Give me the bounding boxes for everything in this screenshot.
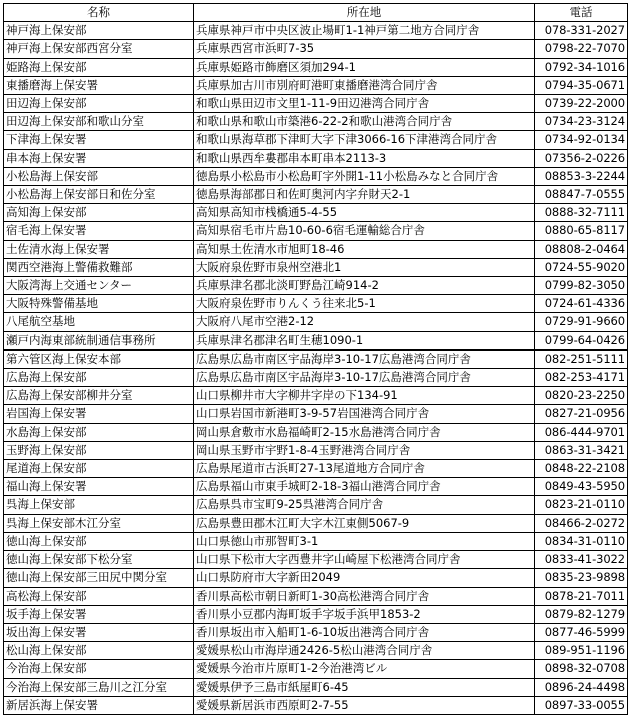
header-phone: 電話: [535, 4, 628, 22]
table-row: [4, 460, 628, 478]
cell-address: 岡山県玉野市宇野1-8-4玉野港湾合同庁舎: [194, 441, 535, 459]
cell-address: 高知県宿毛市片島10-60-6宿毛運輸総合庁舎: [194, 222, 535, 240]
cell-name: 坂手海上保安署: [4, 605, 194, 623]
table-row: [4, 277, 628, 295]
cell-phone: 0878-21-7011: [535, 587, 628, 605]
table-row: [4, 569, 628, 587]
cell-phone: 0724-61-4336: [535, 295, 628, 313]
cell-phone: 0835-23-9898: [535, 569, 628, 587]
table-row: [4, 496, 628, 514]
table-row: [4, 478, 628, 496]
cell-phone: 0849-43-5950: [535, 478, 628, 496]
cell-address: 広島県呉市宝町9-25呉港湾合同庁舎: [194, 496, 535, 514]
cell-phone: 08853-3-2244: [535, 167, 628, 185]
cell-phone: 0794-35-0671: [535, 76, 628, 94]
cell-phone: 0734-92-0134: [535, 131, 628, 149]
table-row: [4, 313, 628, 331]
cell-phone: 0848-22-2108: [535, 460, 628, 478]
table-row: [4, 387, 628, 405]
table-row: [4, 423, 628, 441]
table-row: [4, 696, 628, 714]
cell-name: 徳山海上保安部下松分室: [4, 551, 194, 569]
cell-name: 小松島海上保安部: [4, 167, 194, 185]
table-row: [4, 587, 628, 605]
cell-address: 兵庫県西宮市浜町7-35: [194, 40, 535, 58]
cell-name: 玉野海上保安部: [4, 441, 194, 459]
cell-address: 徳島県小松島市小松島町字外開1-11小松島みなと合同庁舎: [194, 167, 535, 185]
cell-name: 姫路海上保安部: [4, 58, 194, 76]
cell-phone: 0898-32-0708: [535, 660, 628, 678]
cell-name: 呉海上保安部木江分室: [4, 514, 194, 532]
table-row: [4, 40, 628, 58]
cell-phone: 0799-82-3050: [535, 277, 628, 295]
table-row: [4, 222, 628, 240]
cell-name: 尾道海上保安部: [4, 460, 194, 478]
cell-address: 兵庫県神戸市中央区波止場町1-1神戸第二地方合同庁舎: [194, 22, 535, 40]
table-row: [4, 95, 628, 113]
office-directory: [3, 3, 628, 715]
cell-address: 広島県広島市南区宇品海岸3-10-17広島港湾合同庁舎: [194, 350, 535, 369]
cell-phone: 0827-21-0956: [535, 405, 628, 423]
cell-name: 大阪湾海上交通センター: [4, 277, 194, 295]
table-row: [4, 258, 628, 276]
table-header-row: [4, 4, 628, 22]
cell-phone: 0739-22-2000: [535, 95, 628, 113]
cell-address: 兵庫県加古川市別府町港町東播磨港湾合同庁舎: [194, 76, 535, 94]
cell-name: 神戸海上保安部西宮分室: [4, 40, 194, 58]
cell-phone: 089-951-1196: [535, 642, 628, 660]
cell-address: 山口県防府市大字新田2049: [194, 569, 535, 587]
cell-name: 今治海上保安部: [4, 660, 194, 678]
table-row: [4, 76, 628, 94]
cell-phone: 07356-2-0226: [535, 149, 628, 167]
table-row: [4, 295, 628, 313]
cell-phone: 0897-33-0055: [535, 696, 628, 714]
cell-name: 神戸海上保安部: [4, 22, 194, 40]
cell-name: 第六管区海上保安本部: [4, 350, 194, 369]
cell-name: 徳山海上保安部三田尻中関分室: [4, 569, 194, 587]
cell-address: 高知県高知市桟橋通5-4-55: [194, 204, 535, 222]
cell-address: 広島県尾道市古浜町27-13尾道地方合同庁舎: [194, 460, 535, 478]
cell-phone: 0734-23-3124: [535, 113, 628, 131]
cell-name: 田辺海上保安部和歌山分室: [4, 113, 194, 131]
table-body: [4, 22, 628, 715]
cell-address: 兵庫県津名郡北淡町野島江崎914-2: [194, 277, 535, 295]
cell-address: 徳島県海部郡日和佐町奥河内字弁財天2-1: [194, 186, 535, 204]
cell-name: 関西空港海上警備救難部: [4, 258, 194, 276]
cell-address: 香川県坂出市入船町1-6-10坂出港湾合同庁舎: [194, 623, 535, 641]
table-row: [4, 623, 628, 641]
cell-address: 山口県下松市大字西豊井字山崎屋下松港湾合同庁舎: [194, 551, 535, 569]
header-address: 所在地: [194, 4, 535, 22]
cell-address: 愛媛県今治市片原町1-2今治港湾ビル: [194, 660, 535, 678]
office-table: [3, 3, 628, 715]
cell-phone: 082-251-5111: [535, 350, 628, 369]
cell-name: 広島海上保安部: [4, 369, 194, 387]
cell-phone: 0880-65-8117: [535, 222, 628, 240]
table-row: [4, 514, 628, 532]
cell-phone: 0877-46-5999: [535, 623, 628, 641]
cell-address: 愛媛県新居浜市西原町2-7-55: [194, 696, 535, 714]
cell-name: 八尾航空基地: [4, 313, 194, 331]
cell-name: 福山海上保安署: [4, 478, 194, 496]
header-name: 名称: [4, 4, 194, 22]
cell-address: 山口県柳井市大字柳井字岸の下134-91: [194, 387, 535, 405]
cell-address: 和歌山県海草郡下津町大字下津3066-16下津港湾合同庁舎: [194, 131, 535, 149]
cell-phone: 0729-91-9660: [535, 313, 628, 331]
cell-address: 大阪府泉佐野市泉州空港北1: [194, 258, 535, 276]
cell-address: 和歌山県西牟婁郡串本町串本2113-3: [194, 149, 535, 167]
cell-name: 今治海上保安部三島川之江分室: [4, 678, 194, 696]
cell-name: 小松島海上保安部日和佐分室: [4, 186, 194, 204]
cell-address: 和歌山県田辺市文里1-11-9田辺港湾合同庁舎: [194, 95, 535, 113]
cell-address: 広島県広島市南区宇品海岸3-10-17広島港湾合同庁舎: [194, 369, 535, 387]
cell-phone: 08808-2-0464: [535, 240, 628, 258]
table-row: [4, 149, 628, 167]
table-row: [4, 350, 628, 369]
cell-address: 兵庫県姫路市飾磨区須加294-1: [194, 58, 535, 76]
cell-name: 坂出海上保安署: [4, 623, 194, 641]
cell-phone: 08847-7-0555: [535, 186, 628, 204]
cell-phone: 0863-31-3421: [535, 441, 628, 459]
cell-name: 呉海上保安部: [4, 496, 194, 514]
cell-phone: 0724-55-9020: [535, 258, 628, 276]
cell-name: 瀬戸内海東部統制通信事務所: [4, 331, 194, 350]
cell-address: 高知県土佐清水市旭町18-46: [194, 240, 535, 258]
table-row: [4, 660, 628, 678]
cell-name: 宿毛海上保安署: [4, 222, 194, 240]
cell-name: 水島海上保安部: [4, 423, 194, 441]
table-row: [4, 441, 628, 459]
cell-name: 松山海上保安部: [4, 642, 194, 660]
table-row: [4, 605, 628, 623]
cell-address: 広島県豊田郡木江町大字木江東側5067-9: [194, 514, 535, 532]
cell-name: 東播磨海上保安署: [4, 76, 194, 94]
cell-name: 高松海上保安部: [4, 587, 194, 605]
cell-name: 串本海上保安署: [4, 149, 194, 167]
table-row: [4, 22, 628, 40]
cell-address: 岡山県倉敷市水島福崎町2-15水島港湾合同庁舎: [194, 423, 535, 441]
cell-name: 徳山海上保安部: [4, 532, 194, 550]
cell-address: 広島県福山市東手城町2-18-3福山港湾合同庁舎: [194, 478, 535, 496]
table-row: [4, 642, 628, 660]
cell-address: 兵庫県津名郡津名町生穂1090-1: [194, 331, 535, 350]
table-row: [4, 532, 628, 550]
table-row: [4, 331, 628, 350]
cell-phone: 0833-41-3022: [535, 551, 628, 569]
cell-phone: 0799-64-0426: [535, 331, 628, 350]
cell-phone: 0792-34-1016: [535, 58, 628, 76]
cell-phone: 086-444-9701: [535, 423, 628, 441]
cell-name: 大阪特殊警備基地: [4, 295, 194, 313]
table-row: [4, 369, 628, 387]
cell-phone: 0834-31-0110: [535, 532, 628, 550]
cell-address: 愛媛県松山市海岸通2426-5松山港湾合同庁舎: [194, 642, 535, 660]
table-row: [4, 551, 628, 569]
cell-phone: 0888-32-7111: [535, 204, 628, 222]
cell-address: 愛媛県伊予三島市紙屋町6-45: [194, 678, 535, 696]
table-row: [4, 405, 628, 423]
cell-phone: 08466-2-0272: [535, 514, 628, 532]
cell-name: 田辺海上保安部: [4, 95, 194, 113]
cell-address: 山口県徳山市那智町3-1: [194, 532, 535, 550]
cell-address: 香川県小豆郡内海町坂手字坂手浜甲1853-2: [194, 605, 535, 623]
cell-name: 下津海上保安署: [4, 131, 194, 149]
cell-address: 大阪府泉佐野市りんくう往来北5-1: [194, 295, 535, 313]
cell-name: 高知海上保安部: [4, 204, 194, 222]
cell-phone: 082-253-4171: [535, 369, 628, 387]
table-row: [4, 167, 628, 185]
cell-phone: 0879-82-1279: [535, 605, 628, 623]
cell-address: 大阪府八尾市空港2-12: [194, 313, 535, 331]
table-row: [4, 204, 628, 222]
table-row: [4, 58, 628, 76]
cell-name: 土佐清水海上保安署: [4, 240, 194, 258]
cell-address: 山口県岩国市新港町3-9-57岩国港湾合同庁舎: [194, 405, 535, 423]
cell-name: 新居浜海上保安署: [4, 696, 194, 714]
table-row: [4, 678, 628, 696]
cell-phone: 0820-23-2250: [535, 387, 628, 405]
cell-phone: 0823-21-0110: [535, 496, 628, 514]
cell-phone: 0896-24-4498: [535, 678, 628, 696]
table-row: [4, 240, 628, 258]
table-row: [4, 131, 628, 149]
cell-phone: 078-331-2027: [535, 22, 628, 40]
cell-phone: 0798-22-7070: [535, 40, 628, 58]
cell-name: 広島海上保安部柳井分室: [4, 387, 194, 405]
table-row: [4, 186, 628, 204]
cell-address: 香川県高松市朝日新町1-30高松港湾合同庁舎: [194, 587, 535, 605]
table-row: [4, 113, 628, 131]
cell-address: 和歌山県和歌山市築港6-22-2和歌山港湾合同庁舎: [194, 113, 535, 131]
cell-name: 岩国海上保安署: [4, 405, 194, 423]
